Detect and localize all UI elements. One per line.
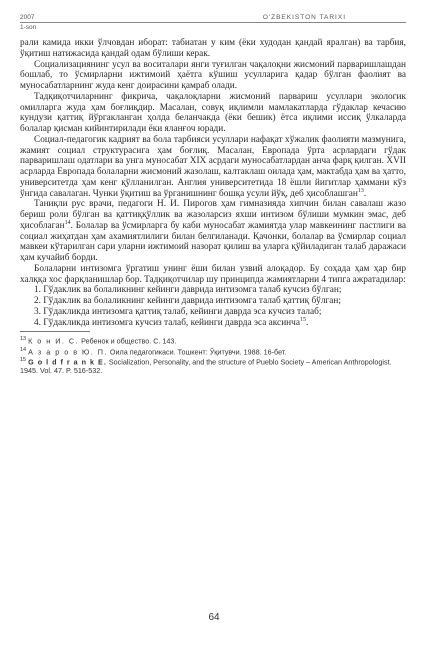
footnote-number: 13 — [20, 336, 27, 343]
list-item-4: 4. Гўдакликда интизомга кучсиз талаб, кейинги даврда эса аксинча$^{15}$. — [34, 316, 309, 328]
footnote-ref-13[interactable]: 13 — [357, 187, 364, 194]
list-item-4-text: 4. Гўдакликда интизомга кучсиз талаб, кейинги даврда эса аксинча — [34, 317, 300, 328]
header-issue: 1-son — [20, 24, 37, 31]
footnote-author: А з а р о в Ю. П. — [28, 347, 108, 357]
footnote-text: Оила педагогикаси. Тошкент: Ўқитувчи. 1988. 16-бет. — [107, 347, 287, 357]
paragraph-5 — [20, 199, 406, 264]
list-item-3: 3. Гўдакликда интизомга қаттиқ талаб, кейинги даврда эса кучсиз талаб; — [34, 306, 322, 317]
footnote-14 — [20, 346, 406, 356]
footnotes — [20, 335, 406, 375]
page-number: 64 — [208, 612, 220, 623]
footnote-text: Ребенок и общество. С. 143. — [79, 336, 177, 346]
footnote-ref-15[interactable]: 15 — [299, 316, 306, 323]
footnote-text: Socialization, Personality, and the structure of Pueblo Society – American Anthropologist. 1945. Vol. 47. P. 516-532. — [20, 357, 392, 376]
header-year: 2007 — [20, 14, 35, 21]
paragraph-5-text: Таниқли рус врачи, педагоги Н. И. Пирогов ҳам гимназияда хипчин билан савалаш жазо бериш роли бўлган ва қаттиққўллик ва жазоларсиз яхши интизом бўлиши мумкин эмас, деб ҳисоблаган — [20, 199, 406, 231]
paragraph-5-rest: . Болалар ва ўсмирларга бу каби муносабат жамиятда улар мавкеининг пастлиги ва социал жиҳатдан ҳам ахамиятлилиги билан белгиланади. Қачонки, болалар ва ўсмирлар социал мавкеи кўтарилган сари уларни ижтимоий назорат қилиш ва уларга қўйиладиган талаб даражаси ҳам кучайиб борди. — [20, 220, 406, 263]
footnote-13 — [20, 335, 406, 345]
footnote-number: 14 — [20, 346, 27, 353]
footnote-separator — [20, 331, 90, 332]
paragraph-3: Тадқиқотчиларнинг фикрича, чақалоқларни жисмоний парвариш усуллари экологик омилларга жуда ҳам боғлиқдир. Масалан, совуқ иқлимли мамлакатларда гўдаклар кечасию кундузи қаттиқ йўргакланган ҳолда беланчакда (ёки бешик) ётса иқлими иссиқ ўлкаларда болалар қисман кийинтирилади ёки яланғоч юради. — [20, 91, 406, 134]
footnote-author: G o l d f r a n k E. — [28, 357, 107, 367]
paragraph-4-text: Социал-педагогик кадрият ва бола тарбияси усуллари нафақат хўжалик фаолияти мазмунига, жамият социал структурасига ҳам боғлиқ. Масалан, Европада ўрта асрлардаги гўдак парваришлаш одатлари ва унга муносабат XIX асрдаги муносабатлардан анча фарқ қилган. XVII асрларда Европада болаларни жисмоний жазолаш, калтаклаш оилада ҳам, мактабда ҳам ва ҳатто, университетда ҳам кенг қўлланилган. Англия университетида 18 ёшли йигитлар ҳаммани кўз ўнгида савалаган. Чунки ўқитиш ва ўрганишнинг бошқа усули йўқ, деб ҳисоблашган — [20, 134, 406, 199]
footnote-ref-14[interactable]: 14 — [64, 219, 71, 226]
header-journal-title: O'ZBEKISTON TARIXI — [262, 14, 346, 21]
list-item-1: 1. Гўдаклик ва болаликнинг кейинги даврида интизомга талаб кучсиз бўлган; — [34, 285, 342, 296]
paragraph-1: рали камида икки ўлчовдан иборат: табиатан у ким (ёки худодан қандай яралган) ва тарбия, ўқитиш натижасида қандай одам бўлиши керак. — [20, 38, 406, 59]
footnote-number: 15 — [20, 357, 27, 364]
paragraph-2: Социализациянинг усул ва воситалари янги туғилган чақалоқни жисмоний парваришлашдан бошлаб, то ўсмирларни ижтимоий ҳаётга кўшиш усулларига қадар бўлган фаолият ва муносабатларнинг жуда кенг доирасини қамраб олади. — [20, 59, 406, 91]
running-header — [20, 14, 406, 38]
list-item-2: 2. Гўдаклик ва болаликнинг кейинги даврида интизомга талаб қаттиқ бўлган; — [34, 296, 341, 306]
paragraph-6: Болаларни интизомга ўргатиш унинг ёши билан узвий алоқадор. Бу соҳада ҳам ҳар бир халққа хос фарқланишлар бор. Тадқиқотчилар шу принципда жамиятларни 4 типга ажратадилар: — [20, 263, 406, 285]
header-rule — [20, 22, 406, 23]
paragraph-4: Социал-педагогик кадрият ва бола тарбияси усуллари нафақат хўжалик фаолияти мазмунига, жамият социал структурасига ҳам боғлиқ. Масалан, Европада ўрта асрлардаги гўдак парваришлаш одатлари ва унга муносабат XIX асрдаги муносабатлардан анча фарқ қилган. XVII асрларда Европада болаларни жисмоний жазолаш, калтаклаш оилада ҳам, мактабда ҳам ва ҳатто, университетда ҳам кенг қўлланилган. Англия университетида 18 ёшли йигитлар ҳаммани кўз ўнгида савалаган. Чунки ўқитиш ва ўрганишнинг бошқа усули йўқ, деб ҳисоблашган$^{13}$. — [20, 134, 406, 199]
footnote-author: К о н И. С. — [28, 336, 80, 346]
article-body — [20, 38, 406, 328]
footnote-15 — [20, 356, 406, 375]
